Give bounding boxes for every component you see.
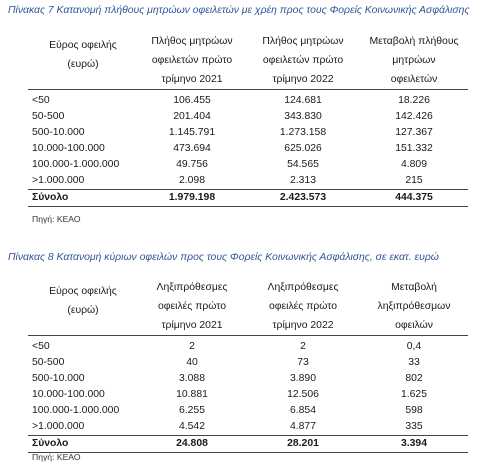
table7-header-line: μητρώων — [392, 55, 436, 66]
table7-header-col-3 — [246, 32, 360, 90]
value-cell: 444.375 — [395, 191, 433, 203]
value-cell: 28.201 — [287, 437, 319, 449]
range-cell: 100.000-1.000.000 — [32, 404, 120, 416]
value-cell: 2.098 — [178, 174, 205, 186]
table7-header-line: οφειλετών — [390, 74, 438, 85]
table8-header-line: ληξιπρόθεσμων — [377, 301, 451, 312]
range-cell: Σύνολο — [32, 437, 69, 449]
table8-header-line: τρίμηνο 2022 — [272, 320, 334, 331]
table7-row — [28, 157, 468, 173]
table7-header-line: οφειλετών πρώτο — [262, 55, 344, 66]
table7-source: Πηγή: ΚΕΑΟ — [32, 214, 81, 224]
value-cell: 201.404 — [173, 110, 211, 122]
table7-header-row — [28, 32, 468, 90]
table8-header-line: Ληξιπρόθεσμες — [267, 282, 339, 293]
table7-header-line: Εύρος οφειλής — [49, 40, 117, 51]
value-cell: 6.255 — [178, 404, 205, 416]
table7-header-line: Μεταβολή πλήθους — [369, 36, 459, 47]
table8-header-line: οφειλές πρώτο — [158, 301, 226, 312]
table8-row — [28, 355, 468, 371]
value-cell: 335 — [405, 420, 423, 432]
range-cell: 10.000-100.000 — [32, 388, 105, 400]
table8-caption: Πίνακας 8 Κατανομή κύριων οφειλών προς τους Φορείς Κοινωνικής Ασφάλισης, σε εκατ. ευρώ — [8, 252, 439, 263]
table7-row — [28, 173, 468, 190]
table7-row — [28, 125, 468, 141]
table8-row — [28, 371, 468, 387]
value-cell: 124.681 — [284, 94, 322, 106]
value-cell: 3.394 — [400, 437, 427, 449]
table8-header-line: (ευρώ) — [67, 305, 99, 316]
value-cell: 598 — [405, 404, 423, 416]
value-cell: 54.565 — [287, 158, 319, 170]
value-cell: 151.332 — [395, 142, 433, 154]
range-cell: 500-10.000 — [32, 372, 85, 384]
value-cell: 24.808 — [176, 437, 208, 449]
table7-row — [28, 141, 468, 157]
table7-total-row — [28, 189, 468, 206]
table8-header-col-1 — [28, 278, 138, 336]
value-cell: 33 — [408, 356, 420, 368]
value-cell: 3.890 — [289, 372, 316, 384]
table8-header-col-3 — [246, 278, 360, 336]
range-cell: <50 — [32, 340, 50, 352]
table8-row — [28, 419, 468, 436]
value-cell: 2.313 — [289, 174, 316, 186]
value-cell: 142.426 — [395, 110, 433, 122]
value-cell: 106.455 — [173, 94, 211, 106]
value-cell: 4.809 — [400, 158, 427, 170]
table8-header-line: οφειλές πρώτο — [269, 301, 337, 312]
table8-header-row — [28, 278, 468, 336]
table7-header-line: Πλήθος μητρώων — [151, 36, 233, 47]
table8-row — [28, 387, 468, 403]
value-cell: 1.145.791 — [168, 126, 216, 138]
table7 — [28, 32, 468, 207]
range-cell: >1.000.000 — [32, 174, 85, 186]
table8-header-line: οφειλών — [395, 320, 433, 331]
value-cell: 215 — [405, 174, 423, 186]
table8-header-line: Ληξιπρόθεσμες — [156, 282, 228, 293]
table7-row — [28, 93, 468, 109]
value-cell: 4.877 — [289, 420, 316, 432]
value-cell: 1.625 — [400, 388, 427, 400]
value-cell: 6.854 — [289, 404, 316, 416]
value-cell: 625.026 — [284, 142, 322, 154]
table7-header-line: Πλήθος μητρώων — [262, 36, 344, 47]
value-cell: 40 — [186, 356, 198, 368]
table8-header-col-2 — [138, 278, 246, 336]
table8-header-col-4 — [360, 278, 468, 336]
range-cell: 500-10.000 — [32, 126, 85, 138]
value-cell: 49.756 — [176, 158, 208, 170]
range-cell: <50 — [32, 94, 50, 106]
value-cell: 2.423.573 — [279, 191, 327, 203]
table7-header-line: τρίμηνο 2021 — [161, 74, 223, 85]
table7-header-line: (ευρώ) — [67, 59, 99, 70]
value-cell: 2 — [300, 340, 306, 352]
table8-header-line: Εύρος οφειλής — [49, 286, 117, 297]
table8-source: Πηγή: ΚΕΑΟ — [32, 452, 81, 462]
table7-header-col-2 — [138, 32, 246, 90]
table8-row — [28, 339, 468, 355]
value-cell: 802 — [405, 372, 423, 384]
value-cell: 127.367 — [395, 126, 433, 138]
value-cell: 10.881 — [176, 388, 208, 400]
value-cell: 18.226 — [398, 94, 430, 106]
range-cell: 50-500 — [32, 110, 65, 122]
table8-header-line: τρίμηνο 2021 — [161, 320, 223, 331]
table8 — [28, 278, 468, 453]
table7-header-line: τρίμηνο 2022 — [272, 74, 334, 85]
range-cell: >1.000.000 — [32, 420, 85, 432]
range-cell: 50-500 — [32, 356, 65, 368]
table7-header-col-1 — [28, 32, 138, 90]
table8-header-line: Μεταβολή — [391, 282, 437, 293]
value-cell: 0,4 — [406, 340, 422, 352]
value-cell: 1.979.198 — [168, 191, 216, 203]
value-cell: 2 — [189, 340, 195, 352]
range-cell: 100.000-1.000.000 — [32, 158, 120, 170]
value-cell: 73 — [297, 356, 309, 368]
value-cell: 473.694 — [173, 142, 211, 154]
table7-header-col-4 — [360, 32, 468, 90]
value-cell: 1.273.158 — [279, 126, 327, 138]
table7-caption: Πίνακας 7 Κατανομή πλήθους μητρώων οφειλετών με χρέη προς τους Φορείς Κοινωνικής Ασφάλισης — [8, 5, 470, 16]
table8-total-row — [28, 435, 468, 452]
range-cell: 10.000-100.000 — [32, 142, 105, 154]
table7-row — [28, 109, 468, 125]
value-cell: 3.088 — [178, 372, 205, 384]
value-cell: 343.830 — [284, 110, 322, 122]
value-cell: 4.542 — [178, 420, 205, 432]
table7-header-line: οφειλετών πρώτο — [151, 55, 233, 66]
table8-row — [28, 403, 468, 419]
value-cell: 12.506 — [287, 388, 319, 400]
range-cell: Σύνολο — [32, 191, 69, 203]
